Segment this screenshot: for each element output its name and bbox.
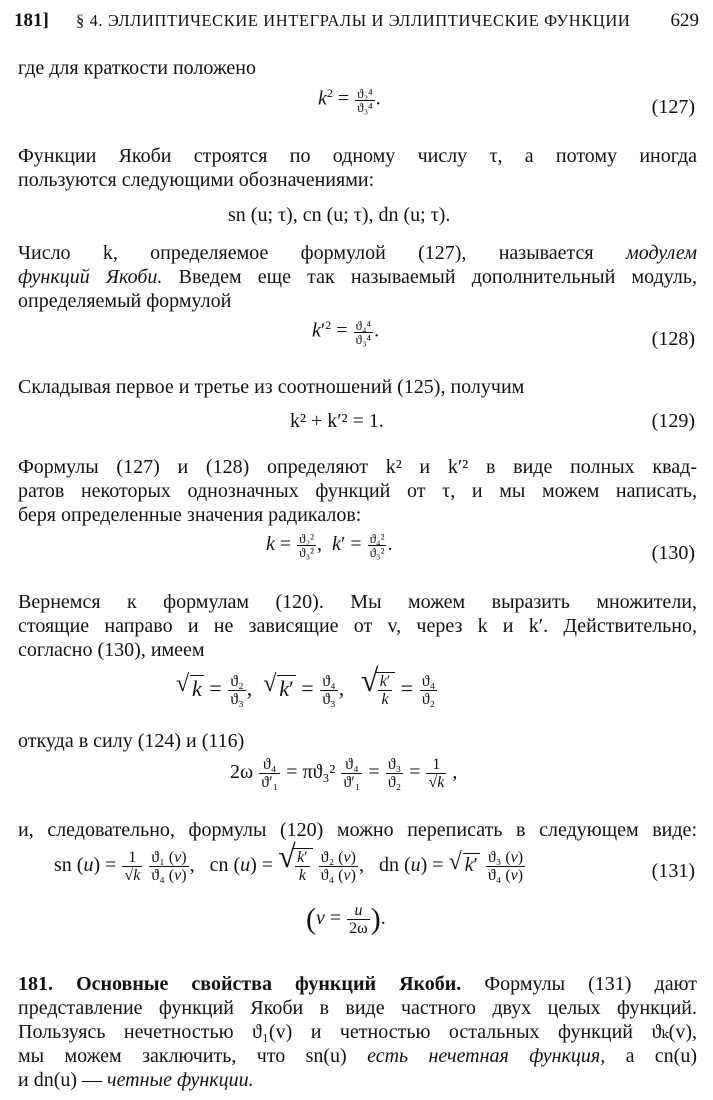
running-header [14,10,699,38]
equation-number-129: (129) [651,410,695,432]
v-definition: (v = $\frac{u}{2\omega}$ ). [306,902,386,937]
text-line: Формулы (127) и (128) определяют k² и k′² в виде полных квад- [18,456,697,478]
jacobi-notation: sn (u; τ), cn (u; τ), dn (u; τ). [228,204,451,226]
page-number: 629 [670,10,699,31]
text-line: мы можем заключить, что sn(u) есть нечетная функция, а cn(u) [18,1045,698,1067]
equation-130: k = $\frac{\text{ϑ₂²}}{\text{ϑ₃²}}$ , k′ = $\frac{\text{ϑ₄²}}{\text{ϑ₃²}}$ . [266,531,393,560]
equation-number-128: (128) [651,328,695,350]
equation-number-127: (127) [651,96,695,118]
omega-equation: 2ω $\frac{\text{ϑ₄}}{\text{ϑ′₁}}$ = πϑ₃² $\frac{\text{ϑ₄}}{\text{ϑ′₁}}$ = $\frac{\text{ϑ₃}}{\text{ϑ₂}}$ = $\frac{1}{√k}$ , [230,756,458,791]
text-line: и dn(u) — четные функции. [18,1069,254,1091]
text-line: согласно (130), имеем [18,639,205,661]
text-line: функций Якоби. Введем еще так называемый дополнительный модуль, [18,266,697,288]
equation-131: sn (u) = $\frac{1}{√k}$ $\frac{\text{ϑ₁ (v)}}{\text{ϑ₄ (v)}}$ , cn (u) = √ $\frac{k'}{k}$ $\frac{\text{ϑ₂ (v)}}{\text{ϑ₄ (v)}}$ , dn (u) = √ k′ $\frac{\text{ϑ₃ (v)}}{\text{ϑ₄ (v)}}$ [54,838,524,884]
text-line: где для краткости положено [18,57,257,79]
text-line: пользуются следующими обозначениями: [18,169,375,191]
section-number: 181] [14,10,49,31]
text-line: беря определенные значения радикалов: [18,504,362,526]
text-line: Вернемся к формулам (120). Мы можем выразить множители, [18,591,697,613]
equation-number-131: (131) [651,860,695,882]
equation-129: k² + k′² = 1. [290,410,384,432]
text-line: стоящие направо и не зависящие от v, через k и k′. Действительно, [18,615,697,637]
text-line: Складывая первое и третье из соотношений (125), получим [18,376,525,398]
text-line: и, следовательно, формулы (120) можно переписать в следующем виде: [18,819,697,841]
text-line: ратов некоторых однозначных функций от τ, и мы можем написать, [18,480,697,502]
section-heading: 181. Основные свойства функций Якоби. [18,973,462,995]
text-line: Функции Якоби строятся по одному числу τ, а потому иногда [18,145,697,167]
equation-127: $k^2$ = $\frac{\text{ϑ₂⁴}}{\text{ϑ₃⁴}}$ . [318,85,381,115]
equation-number-130: (130) [651,542,695,564]
text-line: определяемый формулой [18,290,232,312]
chapter-title: § 4. ЭЛЛИПТИЧЕСКИЕ ИНТЕГРАЛЫ И ЭЛЛИПТИЧЕСКИЕ ФУНКЦИИ [76,11,631,30]
text-line: Число k, определяемое формулой (127), называется модулем [18,242,697,264]
equation-128: $k'^2$ = $\frac{\text{ϑ₄⁴}}{\text{ϑ₃⁴}}$ . [312,317,380,347]
section-heading-line: 181. Основные свойства функций Якоби. Формулы (131) дают [18,973,698,995]
sqrt-k-equations: √ k = $\frac{\text{ϑ₂}}{\text{ϑ₃}}$ , √ k′ = $\frac{\text{ϑ₄}}{\text{ϑ₃}}$ , √ $\frac{k'}{k}$ = $\frac{\text{ϑ₄}}{\text{ϑ₂}}$ [176,662,436,708]
text-line: Пользуясь нечетностью ϑ₁(v) и четностью остальных функций ϑₖ(v), [18,1021,697,1043]
text-line: представление функций Якоби в виде частного двух целых функций. [18,997,697,1019]
text-line: откуда в силу (124) и (116) [18,730,245,752]
